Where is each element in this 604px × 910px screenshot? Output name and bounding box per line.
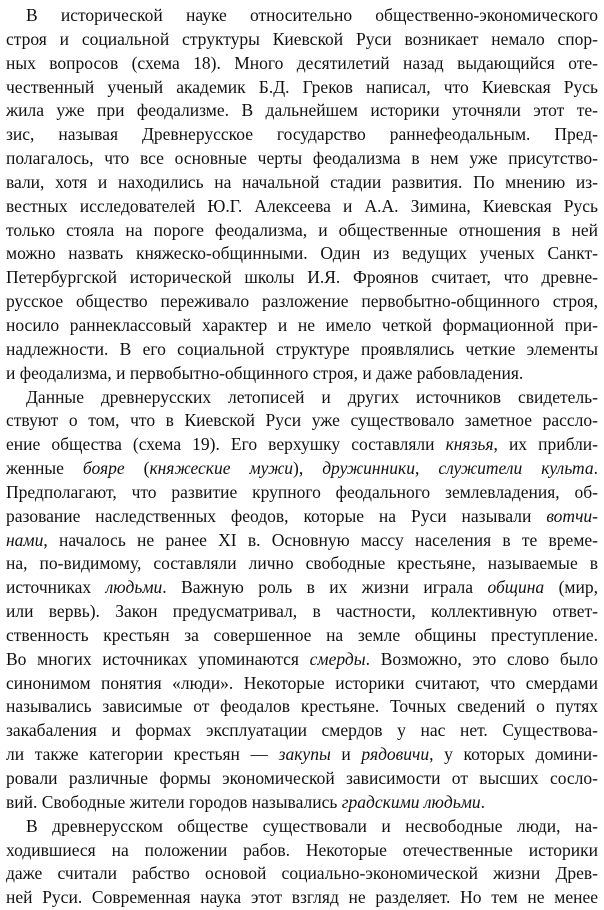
italic-term: община bbox=[487, 577, 545, 598]
text-line: полагалось, что все основные черты феодализма в нем уже присутство- bbox=[6, 148, 598, 169]
paragraph bbox=[6, 386, 598, 815]
text-line: нами, началось не ранее XI в. Основную массу населения в те време- bbox=[6, 529, 598, 550]
text-line: назывались зависимые от феодалов крестьяне. Точных сведений о путях bbox=[6, 696, 598, 717]
text-line: Данные древнерусских летописей и других источников свидетель- bbox=[26, 386, 598, 407]
text-line: ных вопросов (схема 18). Много десятилетий назад выдающийся оте- bbox=[6, 52, 598, 73]
italic-term: смерды bbox=[309, 648, 366, 669]
text-line: синонимом понятия «люди». Некоторые историки считают, что смердами bbox=[6, 672, 598, 693]
italic-term: рядовичи bbox=[361, 744, 430, 765]
italic-term: нами bbox=[6, 529, 44, 550]
text-line: даже считали рабство основой социально-экономической жизни Древ- bbox=[6, 863, 598, 884]
text-line: чественный ученый академик Б.Д. Греков написал, что Киевская Русь bbox=[6, 76, 598, 97]
text-line: или вервь). Закон предусматривал, в частности, коллективную ответ- bbox=[6, 601, 598, 622]
text-line: вали, хотя и находились на начальной стадии развития. По мнению из- bbox=[6, 171, 598, 192]
text-line: женные бояре (княжеские мужи), дружинники, служители культа. bbox=[6, 458, 598, 479]
text-line: ней Руси. Современная наука этот взгляд не разделяет. Но тем не менее bbox=[6, 887, 598, 908]
text-line: ли также категории крестьян — закупы и рядовичи, у которых домини- bbox=[6, 744, 598, 765]
italic-term: вотчи- bbox=[546, 505, 598, 526]
text-line: только стояла на пороге феодализма, и общественные отношения в ней bbox=[6, 219, 598, 240]
text-line: носило раннеклассовый характер и не имело четкой формационной при- bbox=[6, 314, 598, 335]
italic-term: градскими людьми bbox=[341, 791, 481, 812]
paragraph bbox=[6, 815, 598, 910]
text-line: В исторической науке относительно общественно-экономического bbox=[26, 5, 598, 25]
paragraph bbox=[6, 4, 598, 386]
text-line: источниках людьми. Важную роль в их жизни играла община (мир, bbox=[6, 577, 598, 598]
text-line: русское общество переживало разложение первобытно-общинного строя, bbox=[6, 291, 598, 312]
text-line: на, по-видимому, составляли лично свободные крестьяне, называемые в bbox=[6, 553, 598, 574]
text-line: и феодализма, и первобытно-общинного строя, и даже рабовладения. bbox=[6, 362, 524, 383]
italic-term: бояре bbox=[82, 458, 125, 479]
text-line: ение общества (схема 19). Его верхушку составляли князья, их прибли- bbox=[6, 434, 598, 455]
text-line: строя и социальной структуры Киевской Руси возникает немало спор- bbox=[6, 28, 598, 49]
text-line: Петербургской исторической школы И.Я. Фроянов считает, что древне- bbox=[6, 267, 598, 288]
italic-term: княжеские мужи bbox=[149, 458, 294, 479]
text-line: надлежности. В его социальной структуре проявлялись четкие элементы bbox=[6, 338, 598, 359]
italic-term: князья bbox=[445, 434, 494, 455]
italic-term: служители культа bbox=[438, 458, 594, 479]
text-line: ходившиеся на положении рабов. Некоторые отечественные историки bbox=[6, 839, 598, 860]
text-line: закабаления и формах эксплуатации смердов у нас нет. Существова- bbox=[6, 720, 598, 741]
text-line: вий. Свободные жители городов назывались градскими людьми. bbox=[6, 791, 485, 812]
italic-term: людьми bbox=[105, 577, 163, 598]
text-line: зис, называя Древнерусское государство раннефеодальным. Пред- bbox=[6, 124, 598, 145]
text-line: ствуют о том, что в Киевской Руси уже существовало заметное рассло- bbox=[6, 410, 598, 431]
text-line: вестных исследователей Ю.Г. Алексеева и А.А. Зимина, Киевская Русь bbox=[6, 195, 598, 216]
text-line: разование наследственных феодов, которые на Руси называли вотчи- bbox=[6, 505, 598, 526]
text-line: можно назвать княжеско-общинными. Один из ведущих ученых Санкт- bbox=[6, 243, 598, 264]
text-line: ровали различные формы экономической зависимости от высших сосло- bbox=[6, 768, 598, 788]
text-line: Предполагают, что развитие крупного феодального землевладения, об- bbox=[6, 481, 598, 502]
text-line: жила уже при феодализме. В дальнейшем историки уточняли этот те- bbox=[6, 100, 598, 121]
italic-term: дружинники bbox=[322, 458, 415, 479]
text-line: ственность крестьян за совершенное на земле общины преступление. bbox=[6, 624, 598, 645]
italic-term: закупы bbox=[278, 744, 331, 765]
text-line: Во многих источниках упоминаются смерды. Возможно, это слово было bbox=[6, 648, 598, 669]
text-line: В древнерусском обществе существовали и несвободные люди, на- bbox=[26, 815, 598, 836]
